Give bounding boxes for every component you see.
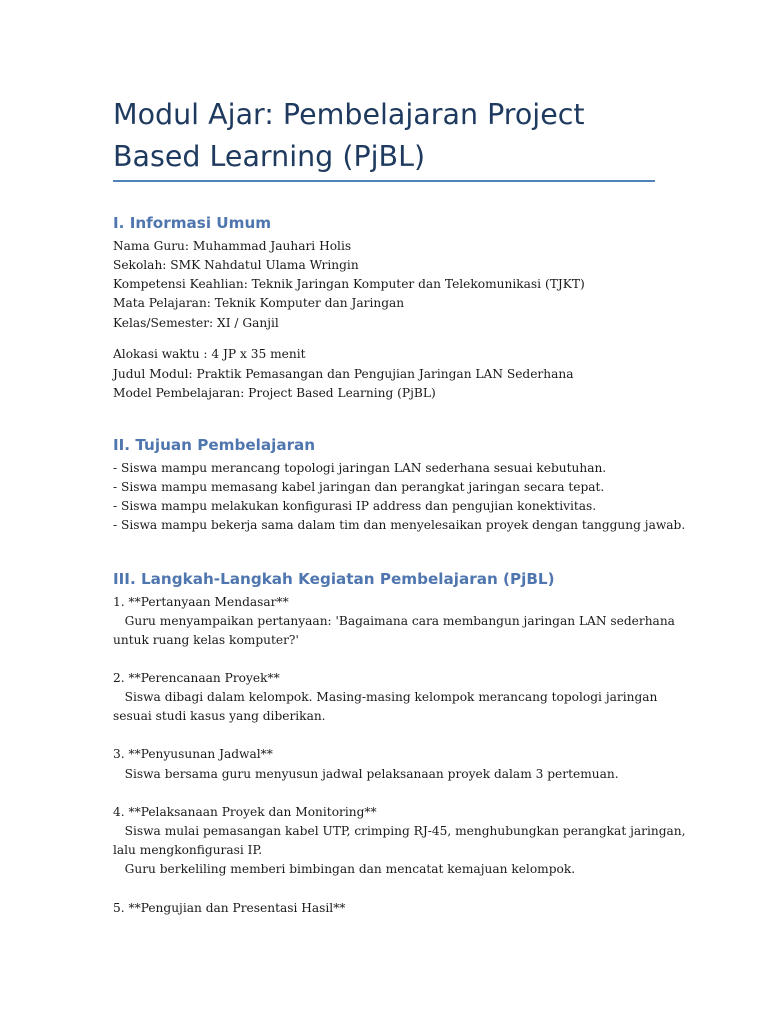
langkah-2-text: Siswa dibagi dalam kelompok. Masing-masing kelompok merancang topologi jaringan: [113, 690, 658, 704]
section-heading-langkah-kegiatan: III. Langkah-Langkah Kegiatan Pembelajaran (PjBL): [113, 570, 555, 588]
info-kelas-semester: Kelas/Semester: XI / Ganjil: [113, 316, 279, 330]
langkah-4-text-cont: lalu mengkonfigurasi IP.: [113, 843, 263, 857]
langkah-5-title: 5. **Pengujian dan Presentasi Hasil**: [113, 901, 346, 915]
title-line-2: Based Learning (PjBL): [113, 140, 426, 173]
section-heading-tujuan-pembelajaran: II. Tujuan Pembelajaran: [113, 436, 316, 454]
section-heading-informasi-umum: I. Informasi Umum: [113, 214, 272, 232]
langkah-1-text-cont: untuk ruang kelas komputer?': [113, 633, 299, 647]
tujuan-item-4: - Siswa mampu bekerja sama dalam tim dan menyelesaikan proyek dengan tanggung jawab.: [113, 518, 686, 532]
title-underline: [113, 180, 655, 182]
langkah-1-title: 1. **Pertanyaan Mendasar**: [113, 595, 289, 609]
title-line-1: Modul Ajar: Pembelajaran Project: [113, 98, 585, 131]
document-title: [113, 94, 658, 178]
tujuan-item-1: - Siswa mampu merancang topologi jaringan LAN sederhana sesuai kebutuhan.: [113, 461, 607, 475]
langkah-2-text-cont: sesuai studi kasus yang diberikan.: [113, 709, 326, 723]
info-model-pembelajaran: Model Pembelajaran: Project Based Learning (PjBL): [113, 386, 436, 400]
langkah-3-title: 3. **Penyusunan Jadwal**: [113, 747, 273, 761]
langkah-4-title: 4. **Pelaksanaan Proyek dan Monitoring**: [113, 805, 377, 819]
tujuan-item-2: - Siswa mampu memasang kabel jaringan dan perangkat jaringan secara tepat.: [113, 480, 605, 494]
info-alokasi-waktu: Alokasi waktu : 4 JP x 35 menit: [113, 347, 306, 361]
info-nama-guru: Nama Guru: Muhammad Jauhari Holis: [113, 239, 352, 253]
info-kompetensi-keahlian: Kompetensi Keahlian: Teknik Jaringan Komputer dan Telekomunikasi (TJKT): [113, 277, 585, 291]
langkah-3-text: Siswa bersama guru menyusun jadwal pelaksanaan proyek dalam 3 pertemuan.: [113, 767, 619, 781]
langkah-2-title: 2. **Perencanaan Proyek**: [113, 671, 280, 685]
tujuan-item-3: - Siswa mampu melakukan konfigurasi IP address dan pengujian konektivitas.: [113, 499, 597, 513]
langkah-1-text: Guru menyampaikan pertanyaan: 'Bagaimana cara membangun jaringan LAN sederhana: [113, 614, 675, 628]
info-mata-pelajaran: Mata Pelajaran: Teknik Komputer dan Jaringan: [113, 296, 405, 310]
info-sekolah: Sekolah: SMK Nahdatul Ulama Wringin: [113, 258, 359, 272]
info-judul-modul: Judul Modul: Praktik Pemasangan dan Pengujian Jaringan LAN Sederhana: [113, 367, 574, 381]
langkah-4-text-guru: Guru berkeliling memberi bimbingan dan mencatat kemajuan kelompok.: [113, 862, 576, 876]
langkah-4-text: Siswa mulai pemasangan kabel UTP, crimping RJ-45, menghubungkan perangkat jaringan,: [113, 824, 686, 838]
